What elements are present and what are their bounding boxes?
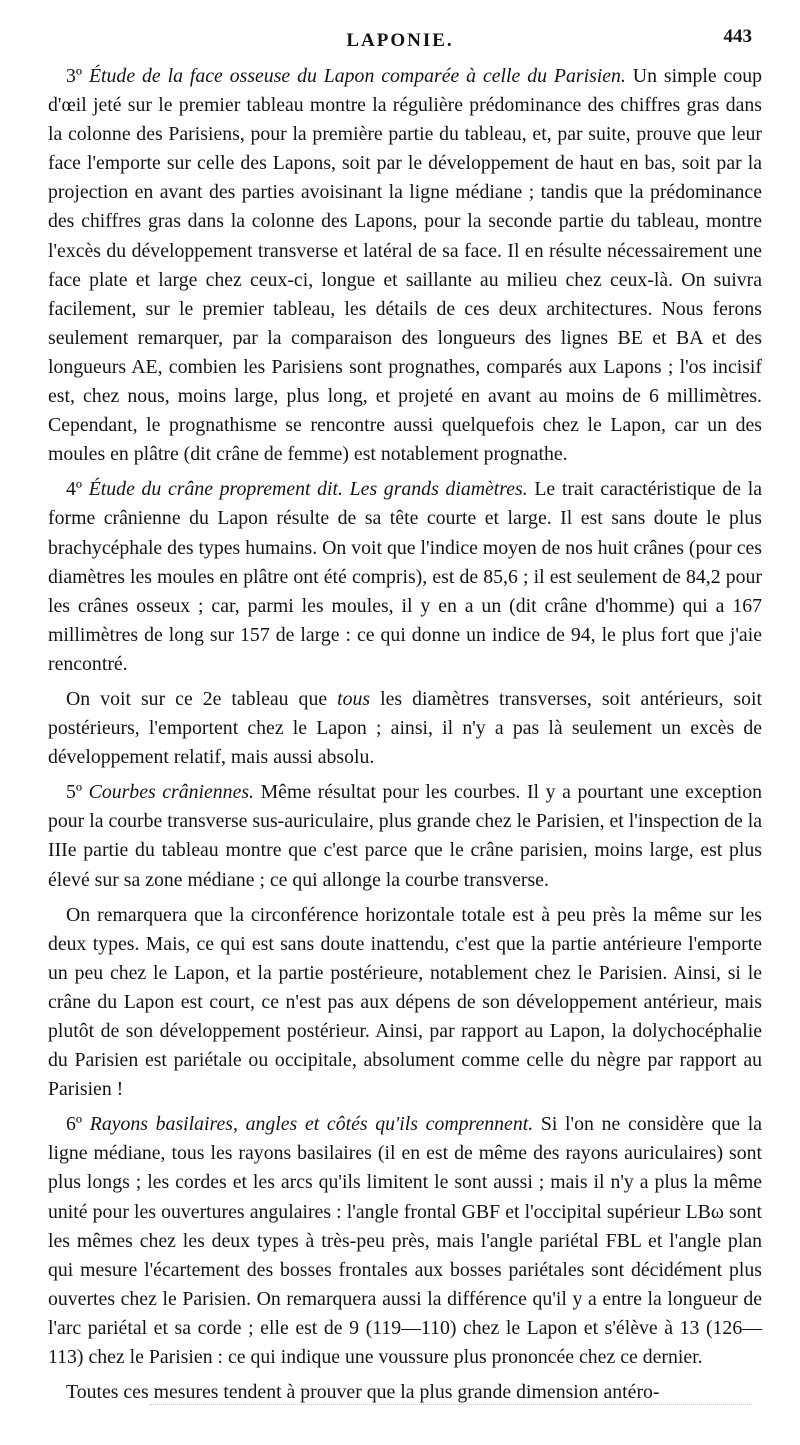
paragraph-conclusion <box>48 1378 762 1407</box>
footer-rule <box>150 1404 752 1405</box>
emphasis-text: tous <box>337 687 371 710</box>
page-header <box>40 26 760 58</box>
paragraph-circumference <box>48 901 762 1105</box>
paragraph-transverse-diameters <box>48 685 762 772</box>
running-title: LAPONIE. <box>346 30 454 51</box>
section-heading: Rayons basilaires, angles et côtés qu'ils comprennent. <box>89 1113 534 1136</box>
section-heading: Courbes crâniennes. <box>88 781 254 804</box>
paragraph-section-4 <box>48 475 762 679</box>
body-text <box>48 62 762 1407</box>
paragraph-text: Toutes ces mesures tendent à prouver que la plus grande dimension antéro- <box>66 1381 660 1404</box>
page-number: 443 <box>723 26 752 47</box>
paragraph-text: Si l'on ne considère que la ligne médiane, tous les rayons basilaires (il en est de même des rayons auriculaires) sont plus longs ; les cordes et les arcs qu'ils limitent le sont aussi ; mais il n'y a plus la même unité pour les ouvertures angulaires : l'angle frontal GBF et l'occipital supérieur LBω sont les mêmes chez les deux types à très-peu près, mais l'angle pariétal FBL et l'angle plan qui mesure l'écartement des bosses frontales aux bosses pariétales sont décidément plus ouvertes chez le Parisien. On remarquera aussi la différence qu'il y a entre la longueur de l'arc pariétal et sa corde ; elle est de 9 (119—110) chez le Lapon et s'élève à 13 (126—113) chez le Parisien : ce qui indique une voussure plus prononcée chez ce dernier. <box>48 1113 762 1369</box>
section-number: 3º <box>66 65 83 87</box>
section-number: 4º <box>66 478 83 501</box>
paragraph-text: Même résultat pour les courbes. Il y a pourtant une exception pour la courbe transverse sus-auriculaire, plus grande chez le Parisien, et l'inspection de la IIIe partie du tableau montre que c'est parce que le crâne parisien, moins large, est plus élevé sur sa zone médiane ; ce qui allonge la courbe transverse. <box>48 781 763 891</box>
section-number: 6º <box>66 1113 83 1136</box>
paragraph-section-6 <box>48 1110 762 1372</box>
paragraph-section-3 <box>48 62 762 469</box>
paragraph-section-5 <box>48 778 762 894</box>
section-number: 5º <box>66 781 83 804</box>
section-heading: Étude de la face osseuse du Lapon comparée à celle du Parisien. <box>88 65 626 87</box>
section-heading: Étude du crâne proprement dit. Les grands diamètres. <box>88 478 528 501</box>
paragraph-text: On remarquera que la circonférence horizontale totale est à peu près la même sur les deux types. Mais, ce qui est sans doute inattendu, c'est que la partie antérieure l'emporte un peu chez le Lapon, et la partie postérieure, notablement chez le Parisien. Ainsi, si le crâne du Lapon est court, ce n'est pas aux dépens de son développement antérieur, mais plutôt de son développement postérieur. Ainsi, par rapport au Lapon, la dolychocéphalie du Parisien est pariétale ou occipitale, absolument comme celle du nègre par rapport au Parisien ! <box>48 903 762 1101</box>
paragraph-text: On voit sur ce 2e tableau que <box>66 687 338 710</box>
paragraph-text: Un simple coup d'œil jeté sur le premier tableau montre la régulière prédominance des chiffres gras dans la colonne des Parisiens, pour la première partie du tableau, et, par suite, prouve que leur face l'emporte sur celle des Lapons, soit par le développement de haut en bas, soit par la projection en avant des parties avoisinant la ligne médiane ; tandis que la prédominance des chiffres gras dans la colonne des Lapons, pour la seconde partie du tableau, montre l'excès du développement transverse et latéral de sa face. Il en résulte nécessairement une face plate et large chez ceux-ci, longue et saillante au milieu chez ceux-là. On suivra facilement, sur le premier tableau, les détails de ces deux architectures. Nous ferons seulement remarquer, par la comparaison des longueurs des lignes BE et BA et des longueurs AE, combien les Parisiens sont prognathes, comparés aux Lapons ; l'os incisif est, chez nous, moins large, plus long, et projeté en avant au moins de 6 millimètres. Cependant, le prognathisme se rencontre aussi quelquefois chez le Lapon, car un des moules en plâtre (dit crâne de femme) est notablement prognathe. <box>48 65 762 466</box>
paragraph-text: Le trait caractéristique de la forme crânienne du Lapon résulte de sa tête courte et large. Il est sans doute le plus brachycéphale des types humains. On voit que l'indice moyen de nos huit crânes (pour ces diamètres les moules en plâtre ont été compris), est de 85,6 ; il est seulement de 84,2 pour les crânes osseux ; car, parmi les moules, il y en a un (dit crâne d'homme) qui a 167 millimètres de long sur 157 de large : ce qui donne un indice de 94, le plus fort que j'aie rencontré. <box>48 478 762 675</box>
paragraph-text: les diamètres transverses, soit antérieurs, soit postérieurs, l'emportent chez le Lapon ; ainsi, il n'y a pas là seulement un excès de développement relatif, mais aussi absolu. <box>48 687 762 769</box>
